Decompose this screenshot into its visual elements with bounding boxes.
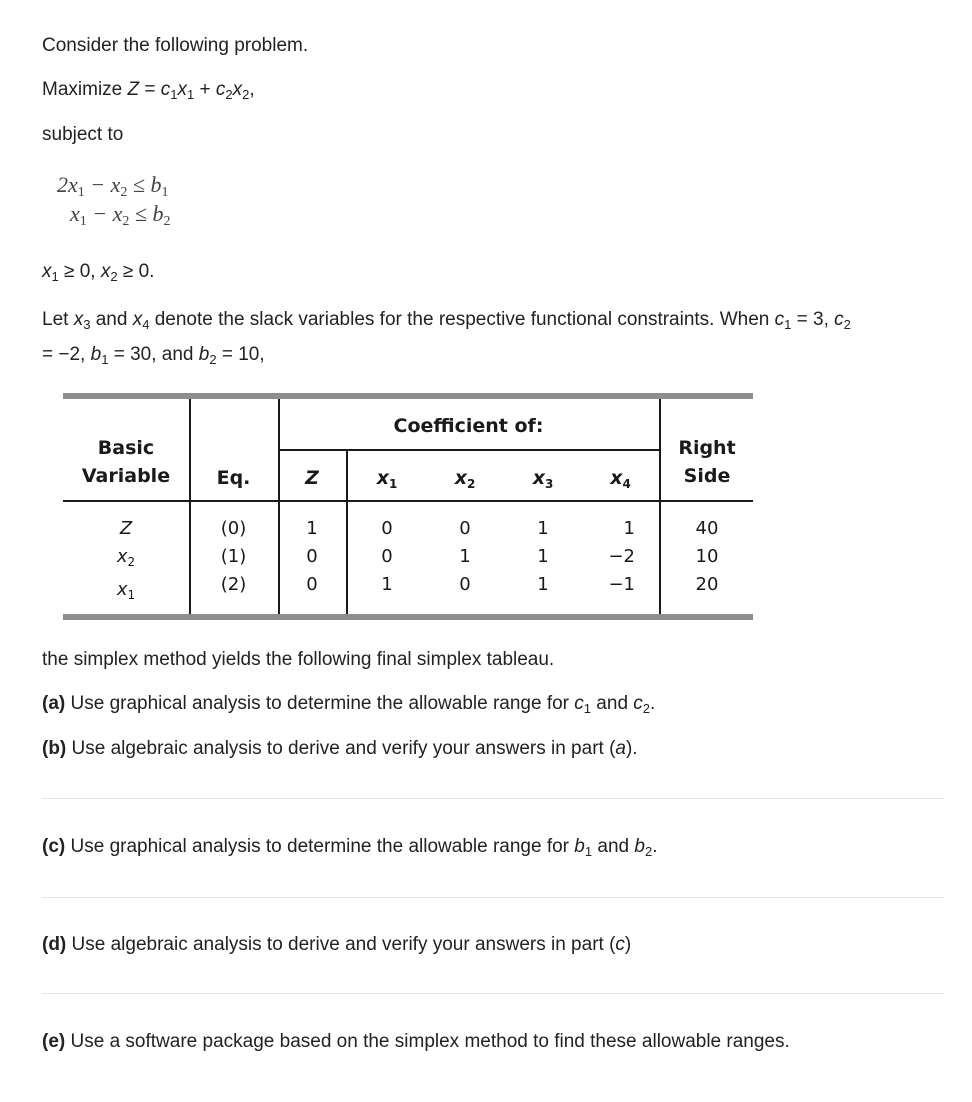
part-e-text: Use a software package based on the simplex method to find these allowable ranges. (65, 1031, 790, 1052)
nonnegativity (42, 260, 154, 289)
part-c-b1: b (574, 836, 585, 857)
header-col-x3 (504, 467, 582, 495)
basic-row-x2 (63, 543, 189, 576)
constraint-2 (70, 200, 170, 236)
part-a-c1: c (574, 693, 584, 714)
tableau-coeff-rule (278, 449, 659, 451)
x1-column (348, 515, 426, 599)
header-col-x4-sub: 4 (622, 477, 631, 491)
part-b-ref: a (615, 738, 626, 759)
part-a-c1-sub: 1 (583, 701, 592, 716)
part-c-label: (c) (42, 836, 66, 857)
basic-row-x1-sub: 1 (127, 588, 136, 602)
slack-b2: b (198, 344, 210, 365)
slack-b1-sub: 1 (101, 352, 109, 367)
part-c (42, 835, 657, 864)
rhs-column (661, 515, 753, 599)
subject-to-text: subject to (42, 124, 124, 145)
rhs-cell: 40 (695, 518, 719, 539)
part-c-b2: b (634, 836, 645, 857)
header-col-x4-var: x (610, 467, 623, 489)
part-b-label: (b) (42, 738, 67, 759)
objective-prefix: Maximize (42, 79, 128, 100)
part-d-end: ) (624, 934, 632, 955)
x3-cell: 1 (537, 546, 549, 567)
constraint-2-lhs: x (70, 201, 80, 226)
basic-row-x1-var: x (116, 579, 128, 600)
x3-cell: 1 (537, 574, 549, 595)
slack-b1: b (90, 344, 102, 365)
after-table-text: the simplex method yields the following final simplex tableau. (42, 649, 555, 670)
slack-p5: = 30, and (108, 344, 199, 365)
slack-c1: c (774, 309, 785, 330)
constraint-2-sub2: 2 (122, 214, 130, 229)
slack-x3: x (73, 309, 84, 330)
constraint-1-sub3: 1 (161, 185, 169, 200)
part-e-label: (e) (42, 1031, 66, 1052)
intro-text: Consider the following problem. (42, 35, 309, 56)
slack-b2-sub: 2 (209, 352, 217, 367)
z-cell: 1 (306, 518, 318, 539)
constraint-2-sub3: 2 (163, 214, 171, 229)
part-a (42, 692, 655, 721)
objective-plus: + (194, 79, 216, 100)
x4-column (582, 515, 659, 599)
header-col-x1-var: x (376, 467, 389, 489)
part-a-end: . (650, 693, 656, 714)
constraint-2-mid: − x (86, 201, 123, 226)
slack-c2: c (834, 309, 844, 330)
tableau-bottom-rule (63, 614, 753, 620)
constraint-2-op: ≤ b (129, 201, 164, 226)
rhs-cell: 10 (695, 546, 719, 567)
nonneg-x1: x (42, 261, 52, 282)
part-c-b2-sub: 2 (644, 844, 653, 859)
header-col-x2-var: x (454, 467, 467, 489)
objective-x2-sub: 2 (242, 87, 250, 102)
objective-var: Z (127, 79, 140, 100)
header-col-x3-sub: 3 (544, 477, 554, 491)
nonneg-x2-rel: ≥ 0. (117, 261, 155, 282)
slack-x4-sub: 4 (142, 317, 150, 332)
objective-c2-sub: 2 (225, 87, 233, 102)
part-c-end: . (652, 836, 658, 857)
part-b-end: ). (625, 738, 638, 759)
slack-p1: Let (42, 309, 74, 330)
x2-cell: 0 (459, 574, 471, 595)
tableau-header-rule (63, 500, 753, 502)
header-right-2: Side (683, 465, 731, 487)
objective-x1-sub: 1 (187, 87, 195, 102)
slack-line2a: = −2, (42, 344, 91, 365)
divider-2 (42, 897, 944, 898)
nonneg-x1-rel: ≥ 0, (58, 261, 101, 282)
header-col-x2 (426, 467, 504, 495)
part-d-label: (d) (42, 934, 67, 955)
x1-cell: 0 (381, 546, 393, 567)
eq-cell: (0) (220, 518, 247, 539)
basic-row-z-var: Z (119, 518, 133, 539)
x4-cell: −1 (608, 574, 635, 595)
objective-eq: = (139, 79, 161, 100)
slack-p4: = 3, (791, 309, 835, 330)
part-a-label: (a) (42, 693, 66, 714)
x3-cell: 1 (537, 518, 549, 539)
divider-3 (42, 993, 944, 994)
header-col-x3-var: x (532, 467, 545, 489)
basic-row-x2-var: x (116, 546, 128, 567)
x1-cell: 0 (381, 518, 393, 539)
part-c-and: and (592, 836, 635, 857)
constraint-1-sub1: 1 (77, 185, 85, 200)
slack-c2-sub: 2 (843, 317, 851, 332)
constraint-2-sub1: 1 (79, 214, 87, 229)
simplex-tableau (63, 393, 753, 623)
basic-var-column (63, 515, 189, 609)
eq-cell: (1) (220, 546, 247, 567)
objective-x1: x (177, 79, 188, 100)
header-right-1: Right (678, 437, 736, 459)
x4-cell: −2 (608, 546, 635, 567)
x1-cell: 1 (381, 574, 393, 595)
divider-1 (42, 798, 944, 799)
slack-line-2 (42, 343, 265, 372)
part-e (42, 1030, 790, 1054)
slack-p6: = 10, (216, 344, 265, 365)
header-basic-1: Basic (97, 437, 155, 459)
part-d (42, 933, 631, 957)
part-a-and: and (591, 693, 634, 714)
objective-tail: , (249, 79, 255, 100)
part-b (42, 737, 638, 761)
slack-x3-sub: 3 (83, 317, 91, 332)
part-c-b1-sub: 1 (584, 844, 593, 859)
part-c-text: Use graphical analysis to determine the allowable range for (65, 836, 575, 857)
part-a-c2-sub: 2 (642, 701, 651, 716)
part-a-text: Use graphical analysis to determine the allowable range for (65, 693, 575, 714)
x2-cell: 0 (459, 518, 471, 539)
basic-row-x2-sub: 2 (127, 555, 136, 569)
objective-c2: c (215, 79, 226, 100)
x3-column (504, 515, 582, 599)
objective-c1: c (160, 79, 171, 100)
objective-c1-sub: 1 (170, 87, 178, 102)
z-cell: 0 (306, 546, 318, 567)
constraint-1-lhs: 2x (57, 172, 78, 197)
slack-c1-sub: 1 (784, 317, 792, 332)
basic-row-x1 (63, 576, 189, 609)
x4-cell: 1 (623, 518, 635, 539)
header-col-x1 (348, 467, 426, 495)
objective-x2: x (232, 79, 243, 100)
header-col-x4 (582, 467, 659, 495)
eq-column (189, 515, 278, 599)
z-cell: 0 (306, 574, 318, 595)
slack-p2: and (90, 309, 133, 330)
z-column (278, 515, 346, 599)
header-col-z: Z (305, 467, 319, 489)
tableau-top-rule (63, 393, 753, 399)
x2-cell: 1 (459, 546, 471, 567)
objective-function (42, 78, 255, 107)
rhs-cell: 20 (695, 574, 719, 595)
header-eq: Eq. (216, 467, 251, 489)
constraint-1-sub2: 2 (120, 185, 128, 200)
header-col-x2-sub: 2 (466, 477, 476, 491)
header-coefficient: Coefficient of: (393, 415, 544, 437)
slack-p3: denote the slack variables for the respective functional constraints. When (149, 309, 775, 330)
part-a-c2: c (633, 693, 643, 714)
constraint-1-op: ≤ b (127, 172, 162, 197)
nonneg-x1-sub: 1 (51, 269, 59, 284)
part-d-ref: c (615, 934, 625, 955)
constraint-1-mid: − x (84, 172, 121, 197)
part-d-text: Use algebraic analysis to derive and verify your answers in part ( (66, 934, 616, 955)
eq-cell: (2) (220, 574, 247, 595)
header-col-x1-sub: 1 (388, 477, 398, 491)
nonneg-x2-sub: 2 (110, 269, 118, 284)
header-basic-2: Variable (81, 465, 171, 487)
nonneg-x2: x (100, 261, 111, 282)
slack-line-1 (42, 308, 851, 337)
part-b-text: Use algebraic analysis to derive and verify your answers in part ( (66, 738, 616, 759)
basic-row-z (63, 515, 189, 543)
slack-x4: x (132, 309, 143, 330)
x2-column (426, 515, 504, 599)
